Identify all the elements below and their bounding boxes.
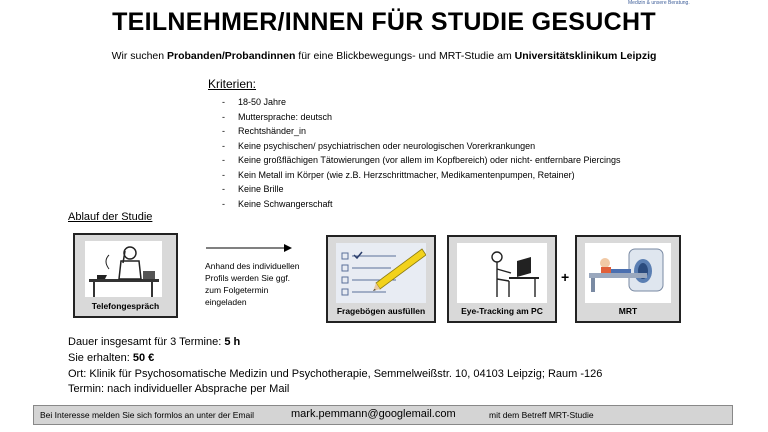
step-questionnaire	[326, 235, 436, 323]
contact-prefix: Bei Interesse melden Sie sich formlos an unter der Email	[40, 410, 255, 420]
criteria-item: 18-50 Jahre	[238, 97, 287, 107]
criteria-item: Keine großflächigen Tätowierungen (vor allem im Kopfbereich) oder nicht- entfernbare Piercings	[238, 155, 621, 165]
list-item	[222, 168, 621, 183]
arrow-text-line: Anhand des individuellen	[205, 261, 300, 271]
arrow-text-line: Profils werden Sie ggf.	[205, 273, 291, 283]
plus-sign: +	[561, 269, 570, 285]
mri-scanner-icon	[585, 243, 671, 303]
arrow-text-line: eingeladen	[205, 297, 247, 307]
duration-line	[68, 336, 240, 348]
criteria-item: Keine Schwangerschaft	[238, 198, 333, 209]
bullet: -	[222, 184, 225, 194]
pay-label: Sie erhalten:	[68, 352, 133, 364]
eye-tracking-illustration	[457, 243, 547, 303]
appointment-line: Termin: nach individueller Absprache per Mail	[68, 383, 290, 395]
list-item	[222, 182, 621, 197]
bullet: -	[222, 111, 225, 122]
bullet: -	[222, 198, 225, 209]
subtitle	[0, 50, 768, 62]
contact-bar	[33, 405, 733, 425]
contact-suffix: mit dem Betreff MRT-Studie	[489, 410, 594, 420]
list-item	[222, 197, 621, 212]
arrow-text-line: zum Folgetermin	[205, 285, 269, 295]
criteria-item: Rechtshänder_in	[238, 126, 307, 136]
criteria-item: Kein Metall im Körper (wie z.B. Herzschrittmacher, Medikamentenpumpen, Retainer)	[238, 169, 575, 180]
list-item	[222, 139, 621, 154]
page-title: TEILNEHMER/INNEN FÜR STUDIE GESUCHT	[112, 8, 656, 36]
arrow-right-icon	[206, 244, 292, 252]
bullet: -	[222, 155, 225, 165]
step-label: Telefongespräch	[91, 301, 160, 311]
subtitle-bold1: Probanden/Probandinnen	[167, 50, 296, 62]
person-phone-icon	[85, 241, 164, 297]
bullet: -	[222, 126, 225, 136]
bullet: -	[222, 140, 225, 151]
duration-label: Dauer insgesamt für 3 Termine:	[68, 336, 225, 348]
criteria-item: Muttersprache: deutsch	[238, 111, 333, 122]
subtitle-bold2: Universitätsklinikum Leipzig	[514, 50, 657, 62]
logo-tagline: Medizin & unsere Beratung.	[628, 0, 690, 6]
pay-value: 50 €	[132, 352, 155, 364]
checklist-pencil-icon	[336, 243, 426, 303]
subtitle-part1: Wir suchen	[111, 50, 168, 62]
phone-call-illustration	[85, 241, 162, 297]
step-mrt	[575, 235, 681, 323]
criteria-item: Keine psychischen/ psychiatrischen oder neurologischen Vorerkrankungen	[238, 140, 536, 151]
bullet: -	[222, 97, 225, 107]
criteria-heading: Kriterien:	[208, 77, 257, 91]
list-item	[222, 153, 621, 168]
step-eye-tracking	[447, 235, 557, 323]
list-item	[222, 95, 621, 110]
location-line: Ort: Klinik für Psychosomatische Medizin und Psychotherapie, Semmelweißstr. 10, 04103 Leipzig; Raum -126	[68, 368, 603, 380]
arrow-description	[205, 260, 315, 308]
step-label: Eye-Tracking am PC	[461, 306, 543, 316]
procedure-heading: Ablauf der Studie	[68, 211, 153, 223]
pay-line	[68, 352, 154, 364]
step-phone-call	[73, 233, 178, 318]
contact-email-link[interactable]: mark.pemmann@googlemail.com	[291, 408, 456, 420]
mrt-illustration	[585, 243, 671, 303]
step-label: Fragebögen ausfüllen	[336, 306, 426, 316]
step-label: MRT	[618, 306, 638, 316]
questionnaire-illustration	[336, 243, 426, 303]
bullet: -	[222, 169, 225, 180]
list-item	[222, 124, 621, 139]
criteria-item: Keine Brille	[238, 184, 284, 194]
list-item	[222, 110, 621, 125]
duration-value: 5 h	[224, 336, 241, 348]
criteria-list	[222, 95, 621, 211]
subtitle-part2: für eine Blickbewegungs- und MRT-Studie am	[295, 50, 515, 62]
person-computer-icon	[457, 243, 547, 303]
